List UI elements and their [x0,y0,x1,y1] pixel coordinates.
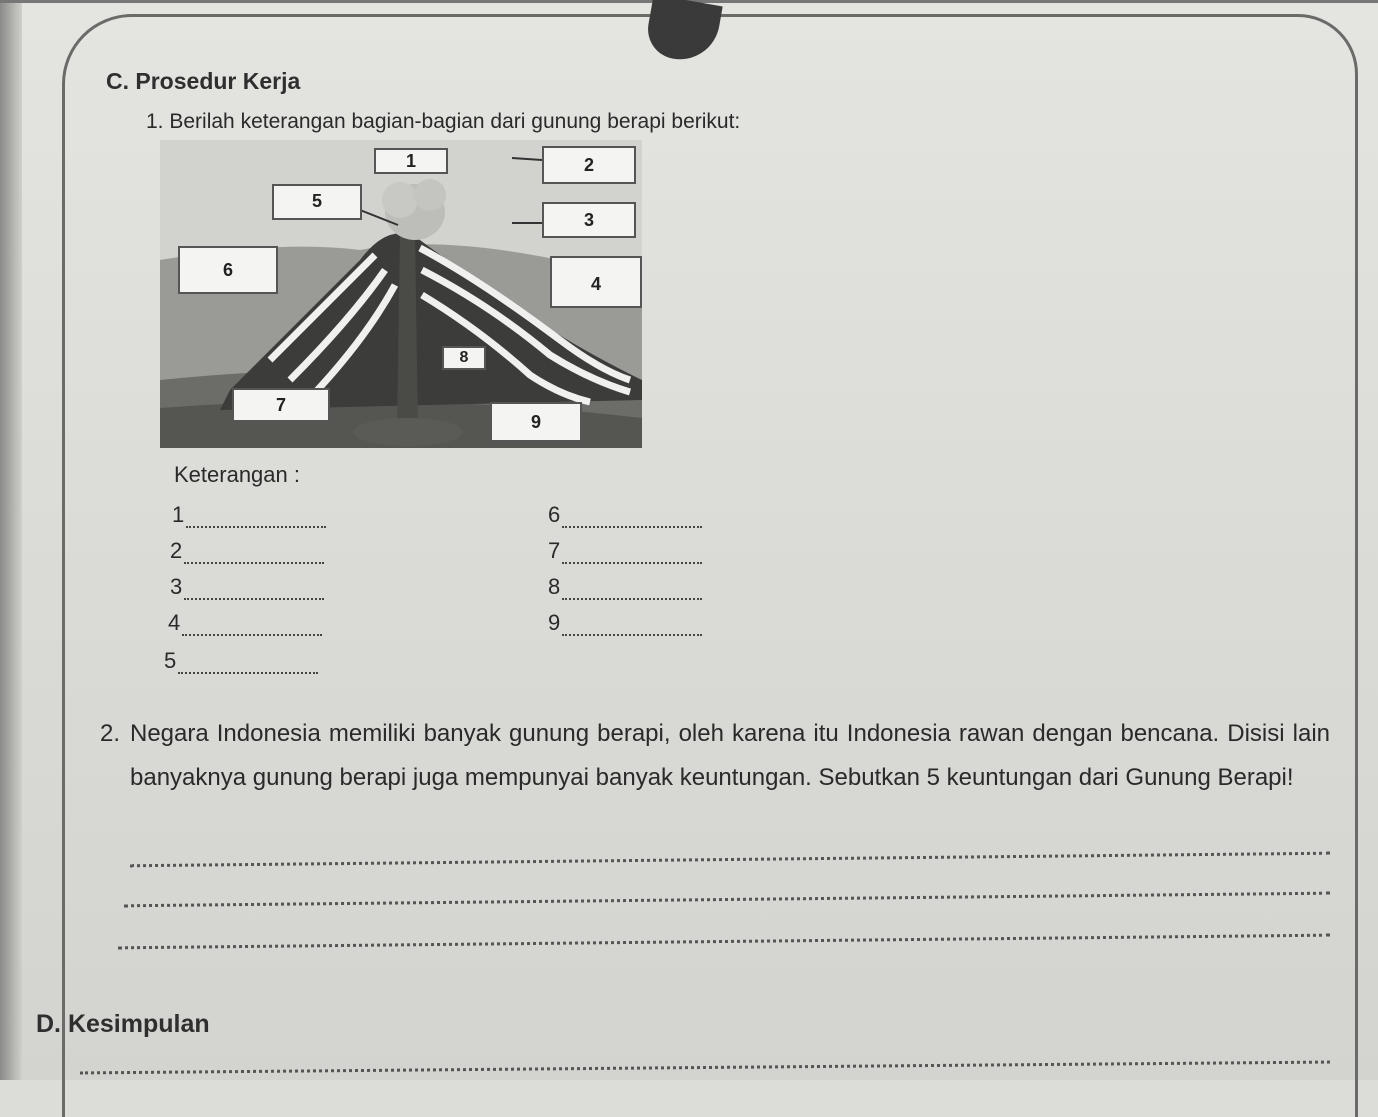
answer-blank[interactable] [184,580,324,600]
diagram-label-4: 4 [550,256,642,308]
volcano-diagram [160,140,642,448]
answer-blank[interactable] [184,544,324,564]
diagram-label-6: 6 [178,246,278,294]
keterangan-item-7: 7 [548,538,702,564]
diagram-label-9: 9 [490,402,582,442]
section-c-title: C. Prosedur Kerja [106,68,301,94]
answer-blank[interactable] [562,616,702,636]
question-2-number: 2. [100,720,121,747]
diagram-label-2: 2 [542,146,636,184]
keterangan-item-5: 5 [164,648,318,674]
keterangan-item-3: 3 [170,574,324,600]
answer-blank[interactable] [178,654,318,674]
question-1-number: 1. [146,110,164,133]
question-1 [146,110,740,134]
keterangan-title: Keterangan : [174,462,300,487]
answer-blank[interactable] [182,616,322,636]
answer-blank[interactable] [562,580,702,600]
keterangan-item-4: 4 [168,610,322,636]
diagram-label-8: 8 [442,346,486,370]
diagram-label-7: 7 [232,388,330,422]
answer-blank[interactable] [186,508,326,528]
question-1-text: Berilah keterangan bagian-bagian dari gunung berapi berikut: [169,110,741,133]
diagram-label-3: 3 [542,202,636,238]
keterangan-item-8: 8 [548,574,702,600]
diagram-label-1: 1 [374,148,448,174]
answer-blank[interactable] [562,508,702,528]
keterangan-item-2: 2 [170,538,324,564]
keterangan-item-1: 1 [172,502,326,528]
answer-blank[interactable] [562,544,702,564]
diagram-label-5: 5 [272,184,362,220]
page-edge-shadow [0,0,22,1080]
section-d-title: D. Kesimpulan [36,1010,210,1038]
keterangan-item-9: 9 [548,610,702,636]
question-2-text: Negara Indonesia memiliki banyak gunung berapi, oleh karena itu Indonesia rawan dengan bencana. Disisi lain banyaknya gunung berapi juga mempunyai banyak keuntungan. Sebutkan 5 keuntungan dari Gunung Berapi! [130,720,1330,791]
keterangan-item-6: 6 [548,502,702,528]
